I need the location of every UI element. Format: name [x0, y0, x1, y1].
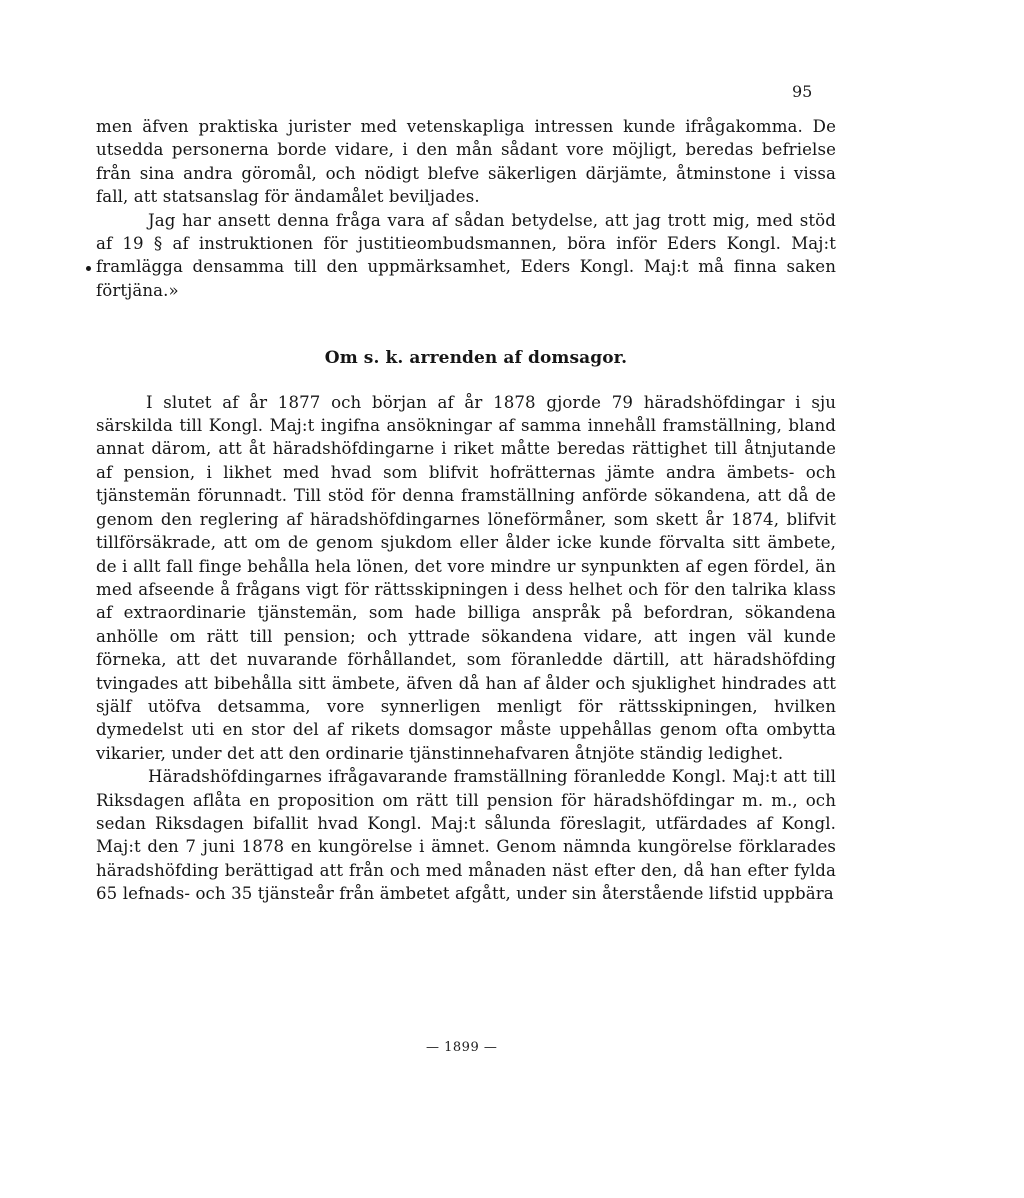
paragraph-2: Jag har ansett denna fråga vara af sådan betydelse, att jag trott mig, med stöd af 19 § af instruktionen för justitieombudsmannen, böra inför Eders Kongl. Maj:t framlägga densamma till den uppmärksamhet, Eders Kongl. Maj:t må finna saken förtjäna.»	[96, 210, 836, 300]
page-number: 95	[792, 82, 813, 101]
paragraph-1: men äfven praktiska jurister med vetenskapliga intressen kunde ifrågakomma. De utsedda personerna borde vidare, i den mån sådant vore möjligt, beredas befrielse från sina andra göromål, och nödigt blefve säkerligen därjämte, åtminstone i vissa fall, att statsanslag för ändamålet beviljades.	[96, 117, 836, 207]
body-text	[96, 115, 836, 906]
paragraph-3: I slutet af år 1877 och början af år 1878 gjorde 79 häradshöfdingar i sju särskilda till Kongl. Maj:t ingifna ansökningar af samma innehåll framställning, bland annat därom, att åt häradshöfdingarne i riket måtte beredas rättighet till åtnjutande af pension, i likhet med hvad som blifvit hofrätternas jämte andra ämbets- och tjänstemän förunnadt. Till stöd för denna framställning anförde sökandena, att då de genom den reglering af häradshöfdingarnes löneförmåner, som skett år 1874, blifvit tillförsäkrade, att om de genom sjukdom eller ålder icke kunde förvalta sitt ämbete, de i allt fall finge behålla hela lönen, det vore mindre ur synpunkten af egen fördel, än med afseende å frågans vigt för rättsskipningen i dess helhet och för den talrika klass af extraordinarie tjänstemän, som hade billiga anspråk på befordran, sökandena anhölle om rätt till pension; och yttrade sökandena vidare, att ingen väl kunde förneka, att det nuvarande förhållandet, som föranledde därtill, att häradshöfding tvingades att bibehålla sitt ämbete, äfven då han af ålder och sjuklighet hindrades att själf utöfva detsamma, vore synnerligen menligt för rättsskipningen, hvilken dymedelst uti en stor del af rikets domsagor måste uppehållas genom ofta ombytta vikarier, under det att den ordinarie tjänstinnehafvaren åtnjöte ständig ledighet.	[96, 392, 836, 763]
paragraph-4: Häradshöfdingarnes ifrågavarande framställning föranledde Kongl. Maj:t att till Riksdagen aflåta en proposition om rätt till pension för häradshöfdingar m. m., och sedan Riksdagen bifallit hvad Kongl. Maj:t sålunda föreslagit, utfärdades af Kongl. Maj:t den 7 juni 1878 en kungörelse i ämnet. Genom nämnda kungörelse förklarades häradshöfding berättigad att från och med månaden näst efter den, då han efter fylda 65 lefnads- och 35 tjänsteår från ämbetet afgått, under sin återstående lifstid uppbära	[96, 767, 836, 904]
section-heading: Om s. k. arrenden af domsagor.	[324, 348, 628, 369]
margin-mark	[86, 266, 91, 271]
signature-mark: — 1899 —	[426, 1040, 498, 1055]
